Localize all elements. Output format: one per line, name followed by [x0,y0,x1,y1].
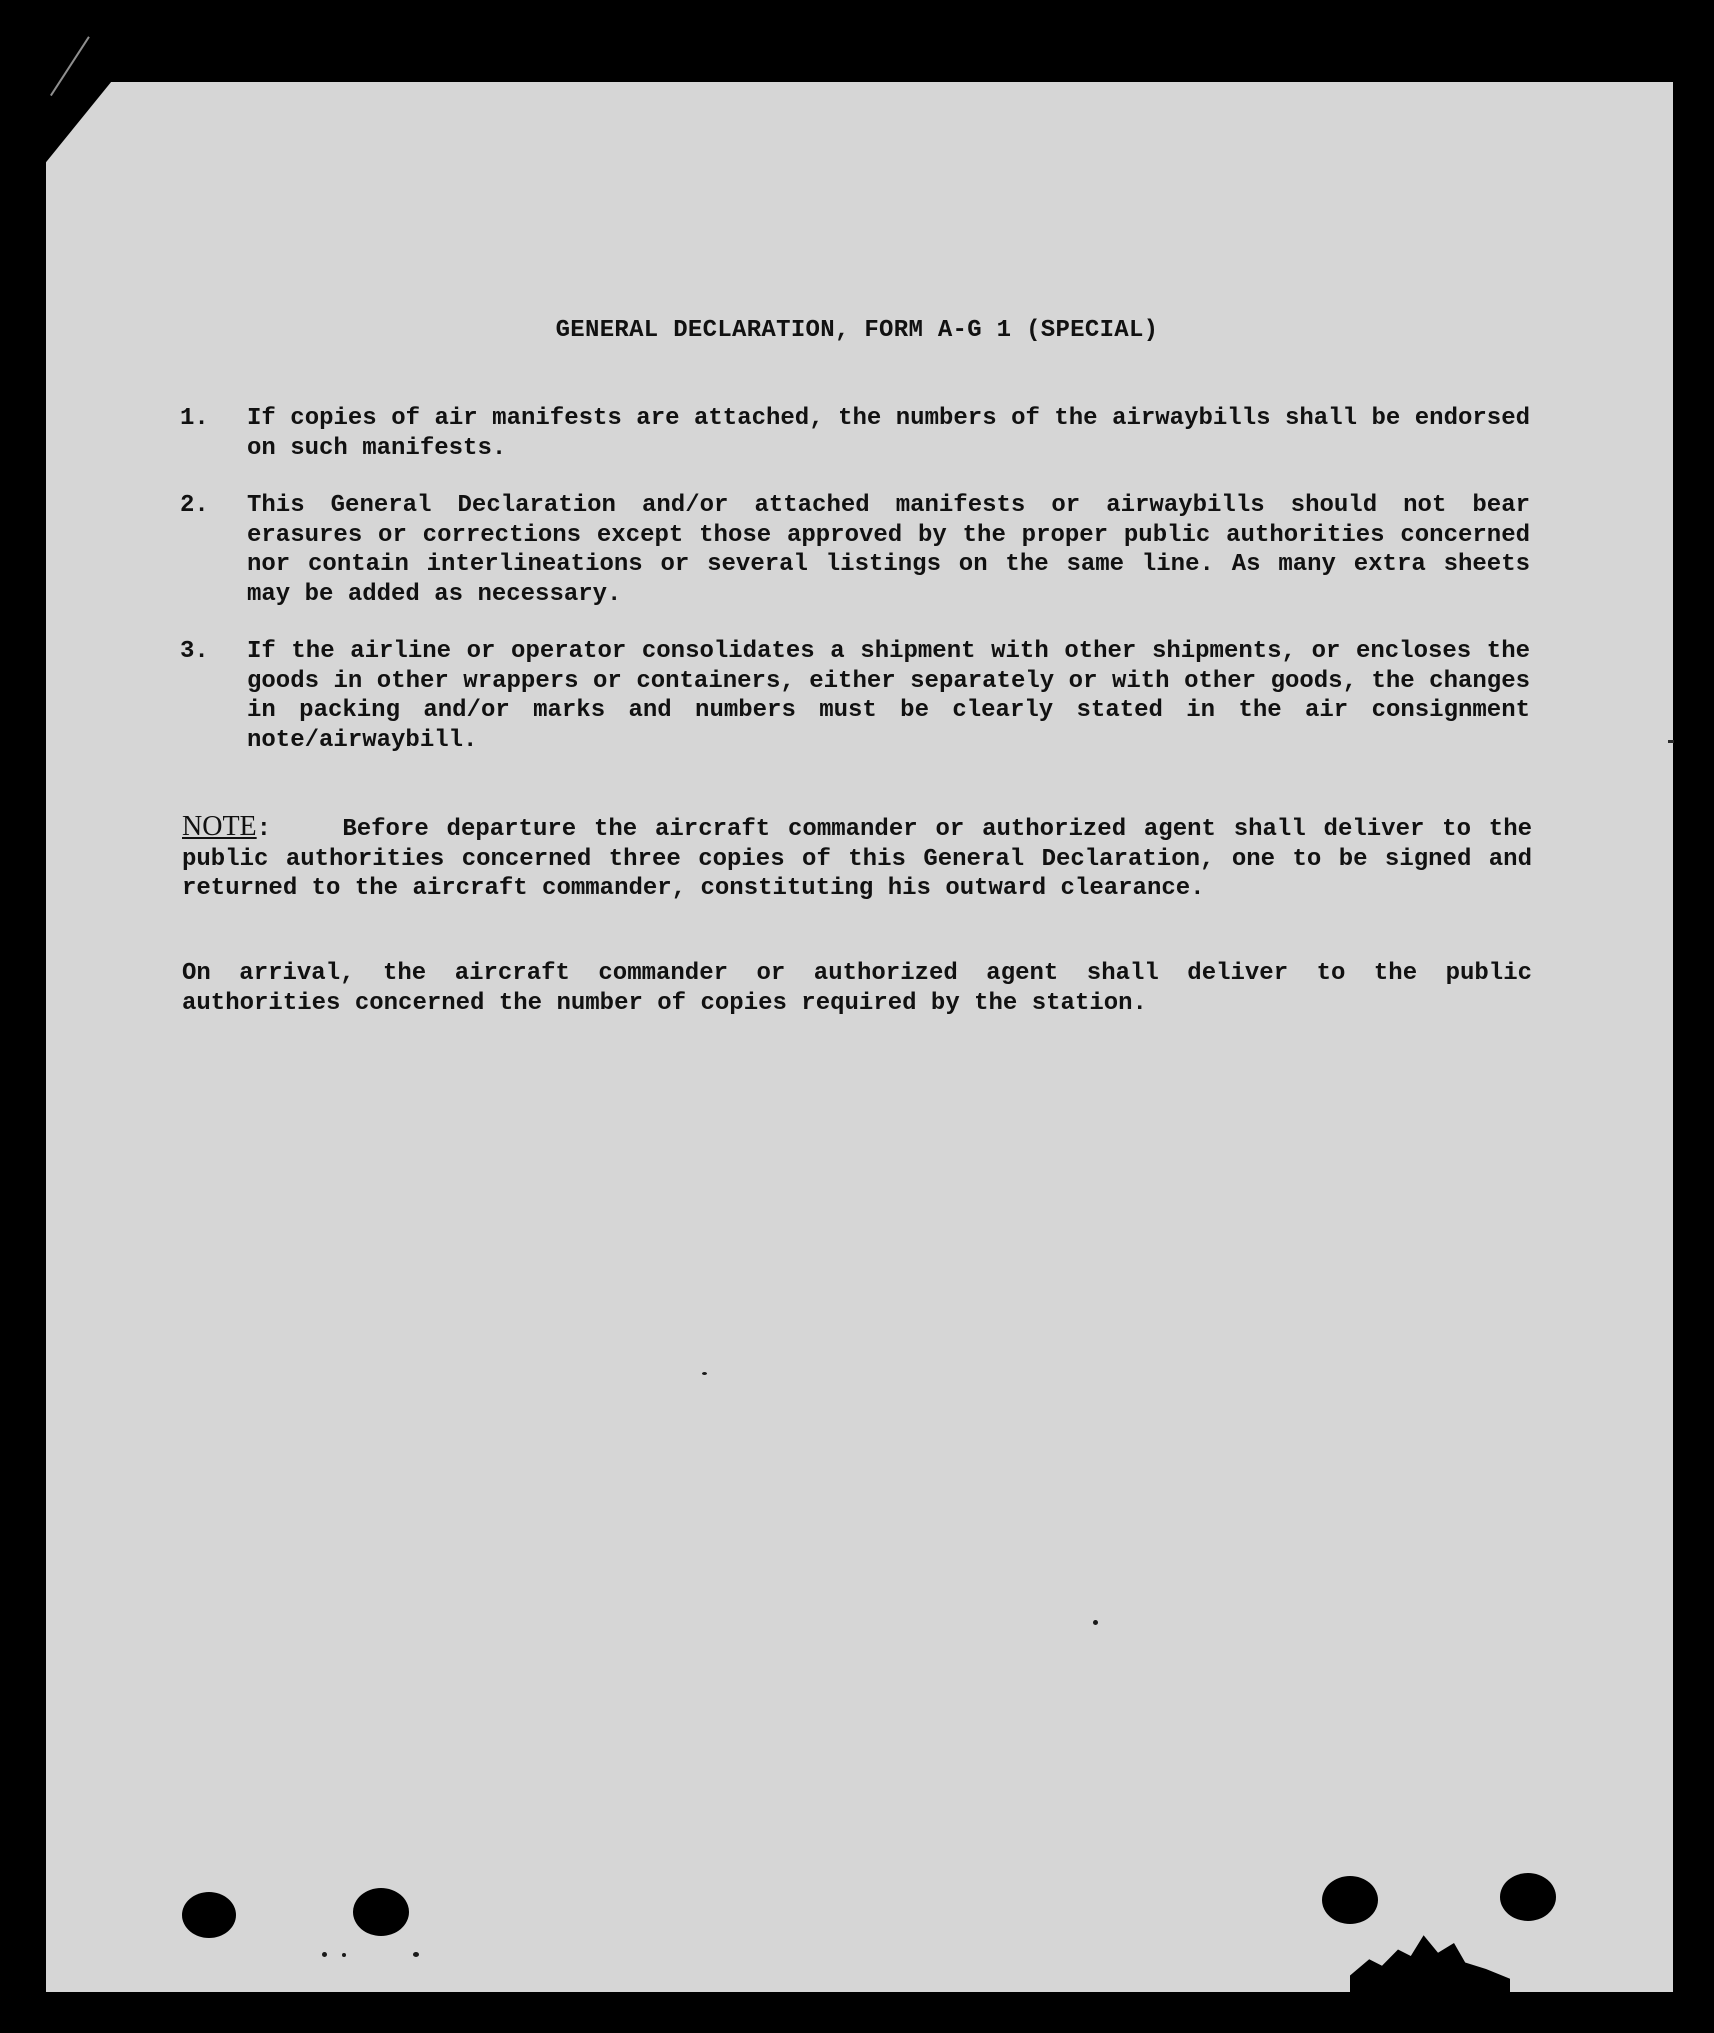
item-text: If copies of air manifests are attached, the numbers of the airwaybills shall be endorsed on such manifests. [247,405,1530,462]
punch-hole [182,1892,236,1938]
arrival-paragraph [182,959,1532,1018]
speck [342,1953,346,1957]
document-title: GENERAL DECLARATION, FORM A-G 1 (SPECIAL) [555,317,1159,344]
item-number: 1. [180,405,209,432]
punch-hole [1500,1873,1556,1921]
note-label: NOTE [182,811,257,842]
note-text: Before departure the aircraft commander or authorized agent shall deliver to the public authorities concerned three copies of this General Declaration, one to be signed and returned to the aircraft commander, constituting his outward clearance. [182,816,1533,902]
punch-hole [1322,1876,1378,1924]
item-text: If the airline or operator consolidates a shipment with other shipments, or encloses the goods in other wrappers or containers, either separately or with other goods, the changes in packing and/or marks and numbers must be clearly stated in the air consignment note/airwaybill. [247,638,1530,754]
item-number: 3. [180,638,209,665]
speck [322,1952,327,1957]
speck [702,1372,707,1375]
edge-mark [1668,740,1674,743]
arrival-text: On arrival, the aircraft commander or authorized agent shall deliver to the public authorities concerned the number of copies required by the station. [182,960,1532,1017]
punch-hole [353,1888,409,1936]
item-text: This General Declaration and/or attached manifests or airwaybills should not bear erasures or corrections except those approved by the proper public authorities concerned nor contain interlineations or several listings on the same line. As many extra sheets may be added as necessary. [247,492,1530,608]
note-colon: : [256,816,343,843]
speck [413,1952,419,1957]
item-number: 2. [180,492,209,519]
note-paragraph [182,812,1532,904]
speck [1093,1620,1098,1625]
